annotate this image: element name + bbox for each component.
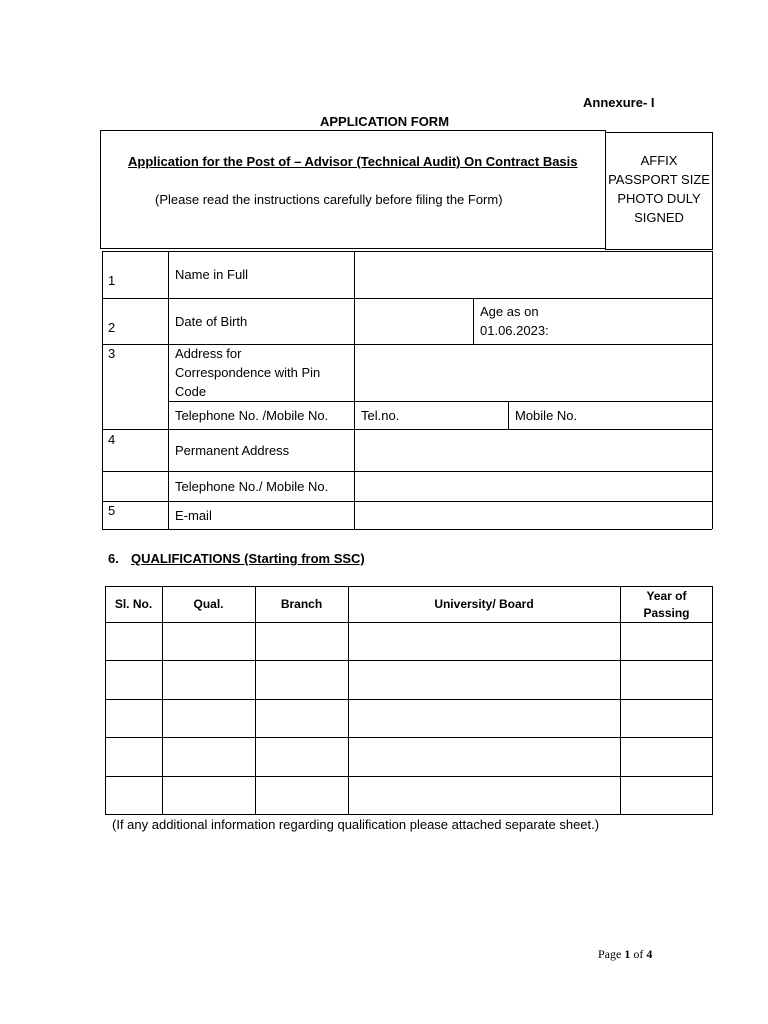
permanent-telephone-input[interactable] (356, 473, 710, 499)
page-word: Page (598, 947, 622, 961)
tel-no-input[interactable] (410, 403, 506, 427)
name-label: Name in Full (175, 267, 248, 282)
photo-line-3: PHOTO DULY (617, 191, 701, 206)
annexure-label: Annexure- I (583, 95, 655, 110)
page-footer (598, 947, 652, 962)
column-header-year (620, 588, 713, 622)
telephone-label: Telephone No. /Mobile No. (175, 408, 329, 423)
qualifications-heading: QUALIFICATIONS (Starting from SSC) (131, 551, 365, 566)
column-header-qual: Qual. (193, 597, 224, 611)
row-divider (102, 501, 712, 502)
table-border (102, 251, 103, 529)
mobile-no-label: Mobile No. (515, 408, 578, 423)
photo-line-4: SIGNED (634, 210, 684, 225)
column-header-branch: Branch (280, 597, 323, 611)
age-label-line-1: Age as on (480, 304, 539, 319)
row-divider (102, 298, 712, 299)
row-divider (102, 429, 712, 430)
dob-label: Date of Birth (175, 314, 248, 329)
table-border (712, 251, 713, 529)
form-title: APPLICATION FORM (320, 114, 450, 129)
row-divider (102, 251, 712, 252)
age-label (480, 302, 549, 340)
photo-line-1: AFFIX (640, 153, 678, 168)
page-total: 4 (646, 947, 653, 961)
age-input[interactable] (560, 321, 710, 342)
permanent-address-label: Permanent Address (175, 443, 290, 458)
column-divider (508, 401, 509, 429)
row-divider (168, 401, 712, 402)
qualifications-number: 6. (108, 551, 119, 566)
post-title: Application for the Post of – Advisor (Technical Audit) On Contract Basis (128, 154, 578, 169)
address-label-line-1: Address for (175, 346, 242, 361)
instructions-note: (Please read the instructions carefully before filing the Form) (155, 192, 503, 207)
qualification-note: (If any additional information regarding qualification please attached separate sheet.) (112, 817, 600, 832)
row-number-1: 1 (108, 273, 116, 288)
email-input[interactable] (356, 503, 710, 527)
row-number-3: 3 (108, 346, 116, 361)
name-input[interactable] (356, 253, 710, 296)
column-divider (354, 251, 355, 529)
photo-instructions (605, 151, 713, 227)
qualification-row[interactable] (106, 661, 712, 699)
permanent-address-input[interactable] (356, 431, 710, 469)
address-label-line-2: Correspondence with Pin (175, 365, 321, 380)
dob-input[interactable] (356, 300, 471, 342)
mobile-no-input[interactable] (590, 403, 710, 427)
title-box (100, 130, 606, 249)
year-header-line-1: Year of (646, 589, 687, 603)
column-divider (168, 251, 169, 529)
row-divider (102, 471, 712, 472)
photo-line-2: PASSPORT SIZE (608, 172, 710, 187)
row-divider (102, 529, 712, 530)
of-word: of (633, 947, 644, 961)
page-number: 1 (624, 947, 631, 961)
email-label: E-mail (175, 508, 212, 523)
column-divider (473, 298, 474, 344)
address-label-line-3: Code (175, 384, 207, 399)
correspondence-address-input[interactable] (356, 346, 710, 399)
row-number-4: 4 (108, 432, 116, 447)
correspondence-address-label (175, 344, 320, 401)
tel-no-label: Tel.no. (361, 408, 400, 423)
row-number-5: 5 (108, 503, 116, 518)
permanent-telephone-label: Telephone No./ Mobile No. (175, 479, 329, 494)
column-header-university: University/ Board (434, 597, 534, 611)
qualification-row[interactable] (106, 700, 712, 737)
qualification-row[interactable] (106, 777, 712, 814)
qualification-row[interactable] (106, 738, 712, 776)
year-header-line-2: Passing (643, 606, 690, 620)
row-number-2: 2 (108, 320, 116, 335)
age-label-line-2: 01.06.2023: (480, 323, 549, 338)
column-header-sl-no: Sl. No. (114, 597, 153, 611)
qualification-row[interactable] (106, 623, 712, 660)
